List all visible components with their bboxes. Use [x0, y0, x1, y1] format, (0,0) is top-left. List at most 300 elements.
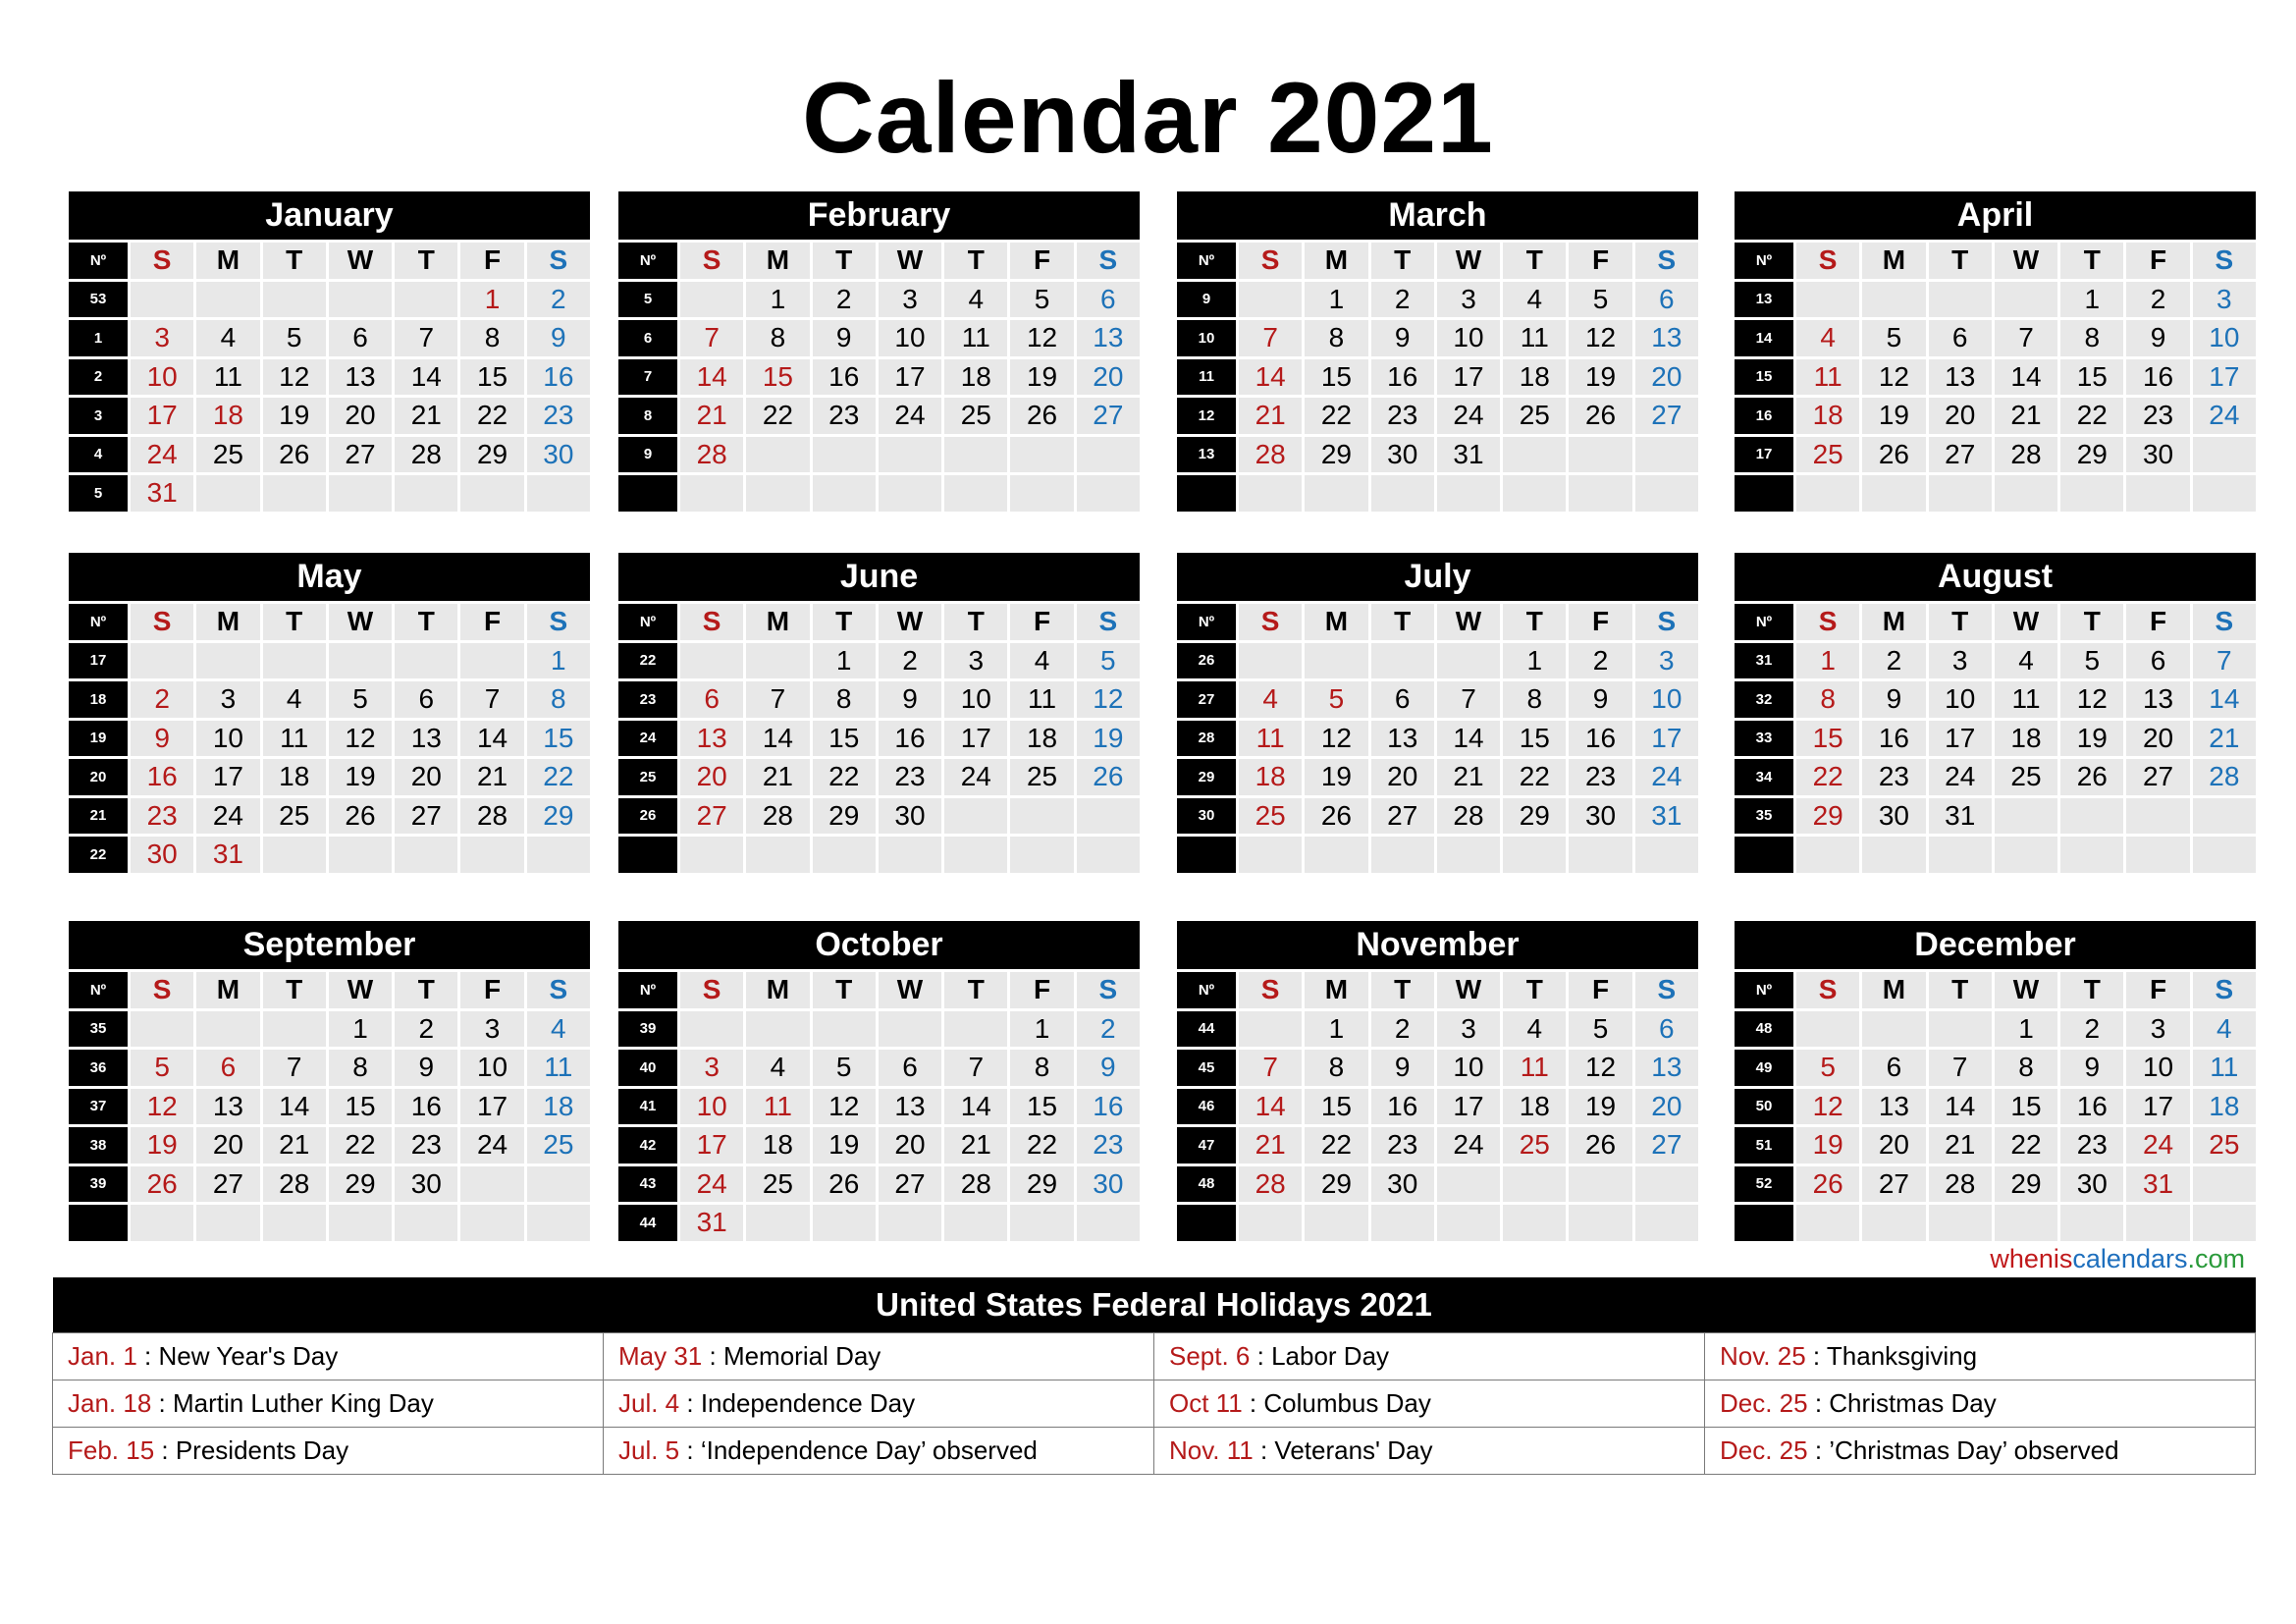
day-cell: 1	[1010, 1011, 1073, 1048]
day-cell: 5	[1305, 681, 1367, 718]
day-cell: 24	[1437, 1127, 1500, 1164]
month-grid	[69, 601, 590, 873]
empty-day-cell	[944, 437, 1007, 473]
day-cell: 4	[1503, 282, 1566, 318]
day-cell: 9	[131, 721, 193, 757]
day-cell: 21	[460, 759, 523, 795]
day-cell: 5	[1862, 320, 1925, 356]
empty-day-cell	[746, 643, 809, 679]
empty-day-cell	[2126, 837, 2189, 873]
empty-day-cell	[813, 437, 876, 473]
day-cell: 2	[879, 643, 941, 679]
day-cell: 8	[329, 1050, 392, 1086]
day-cell: 10	[1929, 681, 1992, 718]
empty-day-cell	[395, 1205, 457, 1241]
empty-day-cell	[2060, 475, 2123, 512]
month-name: April	[1735, 191, 2256, 240]
day-cell: 16	[2126, 359, 2189, 396]
empty-day-cell	[1239, 837, 1302, 873]
day-cell: 4	[527, 1011, 590, 1048]
month-name: September	[69, 921, 590, 969]
day-cell: 11	[2193, 1050, 2256, 1086]
weekday-header: S	[1796, 972, 1859, 1008]
empty-day-cell	[746, 1205, 809, 1241]
day-cell: 8	[527, 681, 590, 718]
holiday-name: Veterans' Day	[1274, 1435, 1433, 1465]
week-number	[1177, 475, 1236, 512]
day-cell: 2	[813, 282, 876, 318]
week-number-header: Nº	[618, 243, 677, 279]
day-cell: 18	[1796, 398, 1859, 434]
day-cell: 30	[527, 437, 590, 473]
day-cell: 29	[1503, 798, 1566, 835]
day-cell: 4	[1995, 643, 2057, 679]
day-cell: 14	[460, 721, 523, 757]
day-cell: 5	[1077, 643, 1140, 679]
holiday-separator: :	[679, 1435, 701, 1465]
day-cell: 21	[1239, 1127, 1302, 1164]
weekday-header: F	[1010, 972, 1073, 1008]
weekday-header: M	[196, 243, 259, 279]
day-cell: 19	[329, 759, 392, 795]
day-cell: 22	[1503, 759, 1566, 795]
day-cell: 15	[1796, 721, 1859, 757]
empty-day-cell	[944, 475, 1007, 512]
day-cell: 4	[1010, 643, 1073, 679]
empty-day-cell	[263, 643, 326, 679]
day-cell: 9	[1371, 320, 1434, 356]
empty-day-cell	[460, 837, 523, 873]
day-cell: 20	[395, 759, 457, 795]
holiday-name: Columbus Day	[1263, 1388, 1431, 1418]
empty-day-cell	[263, 282, 326, 318]
weekday-header: F	[1010, 604, 1073, 640]
day-cell: 16	[395, 1089, 457, 1125]
day-cell: 30	[1371, 437, 1434, 473]
day-cell: 6	[329, 320, 392, 356]
holiday-cell	[53, 1428, 604, 1475]
day-cell: 15	[1305, 359, 1367, 396]
day-cell: 1	[1305, 1011, 1367, 1048]
day-cell: 4	[944, 282, 1007, 318]
week-number: 48	[1735, 1011, 1793, 1048]
week-number: 39	[618, 1011, 677, 1048]
weekday-header: M	[1305, 972, 1367, 1008]
weekday-header: W	[1437, 972, 1500, 1008]
day-cell: 8	[1503, 681, 1566, 718]
holiday-separator: :	[151, 1388, 173, 1418]
day-cell: 27	[1077, 398, 1140, 434]
week-number: 33	[1735, 721, 1793, 757]
day-cell: 2	[1862, 643, 1925, 679]
day-cell: 29	[1305, 1166, 1367, 1203]
empty-day-cell	[1569, 1166, 1631, 1203]
day-cell: 27	[1635, 398, 1698, 434]
empty-day-cell	[2193, 475, 2256, 512]
day-cell: 3	[680, 1050, 743, 1086]
empty-day-cell	[1995, 282, 2057, 318]
weekday-header: T	[2060, 604, 2123, 640]
weekday-header: M	[1305, 243, 1367, 279]
holiday-separator: :	[154, 1435, 176, 1465]
day-cell: 24	[2126, 1127, 2189, 1164]
day-cell: 12	[1010, 320, 1073, 356]
holiday-cell	[53, 1333, 604, 1380]
empty-day-cell	[879, 837, 941, 873]
day-cell: 10	[2193, 320, 2256, 356]
day-cell: 23	[813, 398, 876, 434]
holiday-date: Nov. 11	[1169, 1435, 1254, 1465]
holiday-separator: :	[1807, 1435, 1830, 1465]
weekday-header: T	[813, 972, 876, 1008]
day-cell: 9	[1371, 1050, 1434, 1086]
day-cell: 14	[944, 1089, 1007, 1125]
day-cell: 15	[1305, 1089, 1367, 1125]
empty-day-cell	[1010, 475, 1073, 512]
empty-day-cell	[1503, 475, 1566, 512]
weekday-header: M	[746, 243, 809, 279]
day-cell: 17	[460, 1089, 523, 1125]
weekday-header: M	[196, 604, 259, 640]
day-cell: 30	[1371, 1166, 1434, 1203]
empty-day-cell	[1569, 1205, 1631, 1241]
empty-day-cell	[1305, 643, 1367, 679]
day-cell: 28	[1995, 437, 2057, 473]
day-cell: 10	[1635, 681, 1698, 718]
day-cell: 13	[879, 1089, 941, 1125]
month-december	[1735, 921, 2256, 1241]
week-number: 53	[69, 282, 128, 318]
weekday-header: S	[131, 604, 193, 640]
day-cell: 22	[460, 398, 523, 434]
day-cell: 3	[879, 282, 941, 318]
weekday-header: F	[2126, 243, 2189, 279]
day-cell: 2	[2060, 1011, 2123, 1048]
day-cell: 1	[1305, 282, 1367, 318]
month-july	[1177, 553, 1698, 873]
empty-day-cell	[746, 437, 809, 473]
week-number: 52	[1735, 1166, 1793, 1203]
day-cell: 11	[1010, 681, 1073, 718]
empty-day-cell	[1437, 643, 1500, 679]
day-cell: 29	[813, 798, 876, 835]
day-cell: 11	[746, 1089, 809, 1125]
day-cell: 24	[2193, 398, 2256, 434]
day-cell: 12	[1569, 1050, 1631, 1086]
day-cell: 17	[879, 359, 941, 396]
credit-part-2: calendars	[2072, 1244, 2188, 1273]
day-cell: 10	[2126, 1050, 2189, 1086]
day-cell: 5	[263, 320, 326, 356]
weekday-header: T	[1371, 604, 1434, 640]
empty-day-cell	[2193, 437, 2256, 473]
empty-day-cell	[1995, 475, 2057, 512]
day-cell: 16	[2060, 1089, 2123, 1125]
day-cell: 30	[395, 1166, 457, 1203]
month-name: December	[1735, 921, 2256, 969]
day-cell: 8	[1305, 1050, 1367, 1086]
day-cell: 14	[1239, 359, 1302, 396]
empty-day-cell	[1503, 1166, 1566, 1203]
day-cell: 30	[1569, 798, 1631, 835]
empty-day-cell	[879, 437, 941, 473]
day-cell: 31	[196, 837, 259, 873]
weekday-header: T	[944, 972, 1007, 1008]
week-number: 43	[618, 1166, 677, 1203]
day-cell: 8	[1010, 1050, 1073, 1086]
empty-day-cell	[2060, 798, 2123, 835]
day-cell: 30	[1077, 1166, 1140, 1203]
day-cell: 27	[1635, 1127, 1698, 1164]
week-number	[69, 1205, 128, 1241]
day-cell: 11	[1239, 721, 1302, 757]
day-cell: 26	[1010, 398, 1073, 434]
weekday-header: T	[395, 972, 457, 1008]
day-cell: 11	[944, 320, 1007, 356]
holiday-separator: :	[1250, 1341, 1272, 1371]
day-cell: 7	[1929, 1050, 1992, 1086]
day-cell: 3	[944, 643, 1007, 679]
day-cell: 28	[680, 437, 743, 473]
day-cell: 26	[1305, 798, 1367, 835]
day-cell: 6	[1862, 1050, 1925, 1086]
day-cell: 13	[680, 721, 743, 757]
empty-day-cell	[813, 1011, 876, 1048]
day-cell: 18	[1239, 759, 1302, 795]
weekday-header: M	[1862, 972, 1925, 1008]
weekday-header: S	[1239, 243, 1302, 279]
week-number	[1735, 837, 1793, 873]
day-cell: 19	[813, 1127, 876, 1164]
day-cell: 4	[263, 681, 326, 718]
empty-day-cell	[813, 1205, 876, 1241]
week-number: 32	[1735, 681, 1793, 718]
month-november	[1177, 921, 1698, 1241]
day-cell: 25	[746, 1166, 809, 1203]
holiday-cell	[604, 1428, 1154, 1475]
day-cell: 7	[395, 320, 457, 356]
month-grid	[1735, 601, 2256, 873]
holiday-name: Thanksgiving	[1826, 1341, 1978, 1371]
weekday-header: S	[1077, 972, 1140, 1008]
holiday-name: Martin Luther King Day	[172, 1388, 434, 1418]
empty-day-cell	[1503, 837, 1566, 873]
day-cell: 19	[263, 398, 326, 434]
month-name: August	[1735, 553, 2256, 601]
day-cell: 7	[1239, 1050, 1302, 1086]
empty-day-cell	[813, 837, 876, 873]
day-cell: 25	[527, 1127, 590, 1164]
holiday-date: Jul. 5	[618, 1435, 680, 1465]
day-cell: 12	[1862, 359, 1925, 396]
week-number: 18	[69, 681, 128, 718]
day-cell: 10	[944, 681, 1007, 718]
holiday-row	[53, 1428, 2256, 1475]
day-cell: 5	[813, 1050, 876, 1086]
day-cell: 30	[2060, 1166, 2123, 1203]
day-cell: 20	[1371, 759, 1434, 795]
day-cell: 17	[1635, 721, 1698, 757]
week-number	[618, 837, 677, 873]
empty-day-cell	[2126, 798, 2189, 835]
day-cell: 22	[527, 759, 590, 795]
day-cell: 27	[196, 1166, 259, 1203]
day-cell: 7	[263, 1050, 326, 1086]
empty-day-cell	[2193, 837, 2256, 873]
weekday-header: M	[746, 972, 809, 1008]
day-cell: 12	[1077, 681, 1140, 718]
empty-day-cell	[1503, 437, 1566, 473]
weekday-header: T	[944, 243, 1007, 279]
day-cell: 18	[2193, 1089, 2256, 1125]
empty-day-cell	[131, 643, 193, 679]
week-number: 37	[69, 1089, 128, 1125]
day-cell: 31	[131, 475, 193, 512]
day-cell: 27	[1929, 437, 1992, 473]
day-cell: 2	[1371, 282, 1434, 318]
day-cell: 12	[813, 1089, 876, 1125]
day-cell: 26	[1569, 398, 1631, 434]
weekday-header: S	[1239, 604, 1302, 640]
empty-day-cell	[944, 837, 1007, 873]
day-cell: 22	[1995, 1127, 2057, 1164]
day-cell: 9	[1862, 681, 1925, 718]
holiday-name: Memorial Day	[722, 1341, 881, 1371]
holiday-cell	[1705, 1380, 2256, 1428]
empty-day-cell	[1437, 837, 1500, 873]
day-cell: 22	[329, 1127, 392, 1164]
month-name: January	[69, 191, 590, 240]
day-cell: 21	[263, 1127, 326, 1164]
day-cell: 22	[1796, 759, 1859, 795]
holiday-row	[53, 1380, 2256, 1428]
page-title: Calendar 2021	[802, 62, 1494, 174]
day-cell: 14	[1239, 1089, 1302, 1125]
day-cell: 25	[196, 437, 259, 473]
empty-day-cell	[746, 475, 809, 512]
day-cell: 25	[1503, 1127, 1566, 1164]
day-cell: 15	[2060, 359, 2123, 396]
holiday-name: Labor Day	[1271, 1341, 1390, 1371]
empty-day-cell	[196, 1011, 259, 1048]
weekday-header: S	[1796, 604, 1859, 640]
weekday-header: W	[329, 972, 392, 1008]
weekday-header: T	[2060, 243, 2123, 279]
weekday-header: T	[263, 972, 326, 1008]
day-cell: 28	[944, 1166, 1007, 1203]
holiday-date: Sept. 6	[1169, 1341, 1251, 1371]
day-cell: 9	[527, 320, 590, 356]
weekday-header: S	[527, 972, 590, 1008]
day-cell: 28	[746, 798, 809, 835]
week-number: 9	[618, 437, 677, 473]
empty-day-cell	[1635, 475, 1698, 512]
day-cell: 31	[1437, 437, 1500, 473]
day-cell: 17	[944, 721, 1007, 757]
weekday-header: T	[263, 604, 326, 640]
month-name: October	[618, 921, 1140, 969]
holiday-separator: :	[679, 1388, 701, 1418]
day-cell: 11	[1995, 681, 2057, 718]
weekday-header: T	[2060, 972, 2123, 1008]
day-cell: 24	[460, 1127, 523, 1164]
day-cell: 30	[1862, 798, 1925, 835]
day-cell: 16	[813, 359, 876, 396]
week-number: 13	[1735, 282, 1793, 318]
empty-day-cell	[1929, 1205, 1992, 1241]
day-cell: 23	[879, 759, 941, 795]
holiday-date: Dec. 25	[1720, 1388, 1808, 1418]
day-cell: 9	[1569, 681, 1631, 718]
empty-day-cell	[460, 1166, 523, 1203]
day-cell: 20	[1929, 398, 1992, 434]
weekday-header: F	[1569, 604, 1631, 640]
day-cell: 17	[1437, 359, 1500, 396]
week-number: 39	[69, 1166, 128, 1203]
day-cell: 6	[1077, 282, 1140, 318]
day-cell: 16	[1371, 1089, 1434, 1125]
day-cell: 18	[527, 1089, 590, 1125]
week-number: 49	[1735, 1050, 1793, 1086]
day-cell: 23	[1371, 398, 1434, 434]
day-cell: 1	[1503, 643, 1566, 679]
week-number: 28	[1177, 721, 1236, 757]
website-credit[interactable]	[1990, 1244, 2245, 1274]
week-number: 35	[69, 1011, 128, 1048]
week-number: 22	[69, 837, 128, 873]
empty-day-cell	[1239, 643, 1302, 679]
day-cell: 15	[527, 721, 590, 757]
empty-day-cell	[1305, 1205, 1367, 1241]
day-cell: 18	[746, 1127, 809, 1164]
week-number: 13	[1177, 437, 1236, 473]
day-cell: 8	[1305, 320, 1367, 356]
day-cell: 22	[1010, 1127, 1073, 1164]
weekday-header: F	[1010, 243, 1073, 279]
day-cell: 14	[746, 721, 809, 757]
day-cell: 14	[263, 1089, 326, 1125]
day-cell: 16	[527, 359, 590, 396]
weekday-header: T	[1929, 972, 1992, 1008]
week-number: 35	[1735, 798, 1793, 835]
day-cell: 9	[395, 1050, 457, 1086]
day-cell: 27	[395, 798, 457, 835]
week-number	[1735, 475, 1793, 512]
holiday-cell	[1705, 1428, 2256, 1475]
holiday-separator: :	[1807, 1388, 1830, 1418]
week-number-header: Nº	[1177, 604, 1236, 640]
empty-day-cell	[460, 643, 523, 679]
day-cell: 10	[680, 1089, 743, 1125]
day-cell: 23	[1862, 759, 1925, 795]
day-cell: 13	[1635, 1050, 1698, 1086]
month-grid	[69, 240, 590, 512]
month-name: November	[1177, 921, 1698, 969]
day-cell: 19	[131, 1127, 193, 1164]
week-number: 2	[69, 359, 128, 396]
weekday-header: S	[1239, 972, 1302, 1008]
day-cell: 27	[1371, 798, 1434, 835]
empty-day-cell	[460, 1205, 523, 1241]
day-cell: 15	[1503, 721, 1566, 757]
week-number: 36	[69, 1050, 128, 1086]
day-cell: 24	[1929, 759, 1992, 795]
day-cell: 2	[131, 681, 193, 718]
week-number: 30	[1177, 798, 1236, 835]
week-number-header: Nº	[1735, 604, 1793, 640]
day-cell: 3	[1437, 282, 1500, 318]
week-number-header: Nº	[1177, 972, 1236, 1008]
